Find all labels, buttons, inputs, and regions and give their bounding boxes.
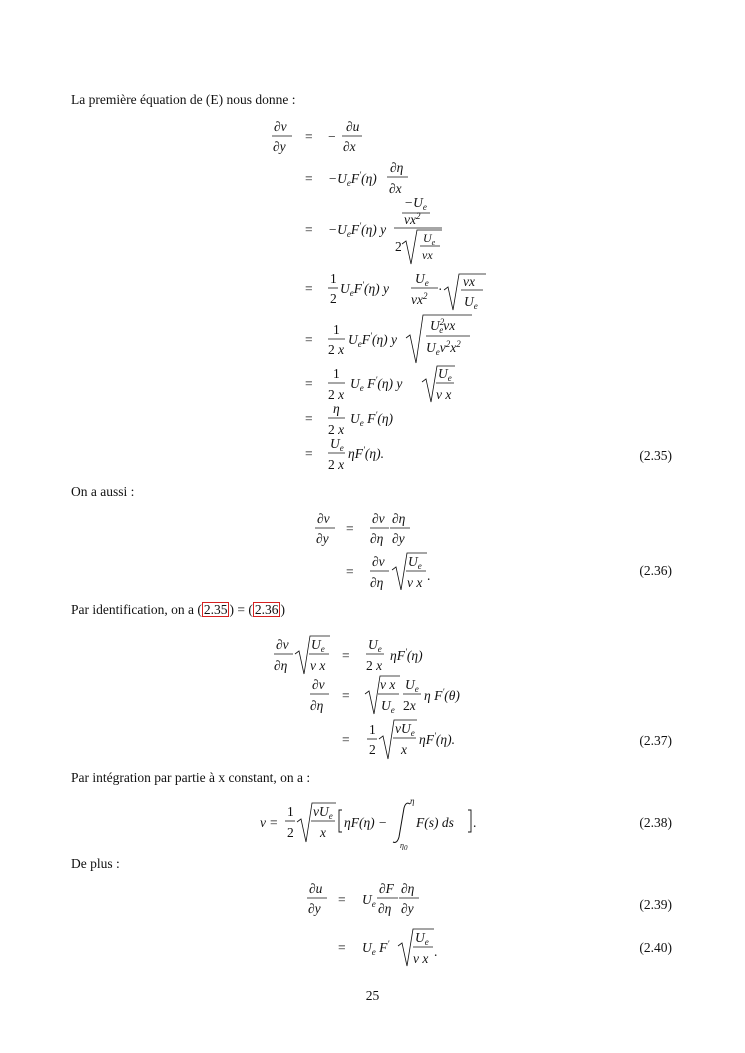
svg-text:ηF(η) −: ηF(η) − — [344, 815, 388, 830]
svg-text:F(s) ds: F(s) ds — [416, 815, 454, 830]
equation-link-2-36[interactable]: 2.36 — [254, 602, 279, 617]
svg-text:2 x: 2 x — [328, 387, 345, 402]
svg-text:Ue: $U_e$ — [381, 698, 395, 715]
equation-block-2-39-2-40 — [304, 880, 464, 970]
svg-text:=: = — [305, 376, 313, 391]
svg-text:∂v: ∂v — [276, 637, 289, 652]
svg-text:η0: η0 — [400, 841, 408, 850]
identification-middle: ) = ( — [229, 602, 253, 617]
svg-text:Ue: $U_e$ — [330, 436, 344, 453]
svg-text:·: · — [438, 282, 443, 297]
equation-number-2-38: (2.38) — [639, 815, 672, 830]
svg-text:Ueν2x2: $U_e\nu^2x^2$ — [426, 339, 461, 357]
svg-text:Ue: $U_e$ — [408, 554, 422, 571]
svg-text:∂η: ∂η — [378, 901, 392, 916]
svg-text:U2eνx: $U^2$ eνx — [430, 317, 456, 335]
svg-text:∂v: ∂v — [372, 554, 385, 569]
svg-text:.: . — [434, 944, 438, 959]
svg-text:−UeF′(η) y: $-U_eF'(\eta)$ y — [328, 221, 387, 239]
svg-text:νUe: $\nu U_e$ — [395, 721, 415, 738]
svg-text:2: 2 — [395, 239, 402, 254]
svg-text:=: = — [270, 815, 278, 830]
svg-text:−: − — [328, 129, 336, 144]
svg-text:Ue: $U_e$ — [362, 892, 376, 909]
svg-text:=: = — [305, 222, 313, 237]
svg-text:Ue: $U_e$ — [368, 637, 382, 654]
equation-number-2-36: (2.36) — [639, 563, 672, 578]
equation-link-2-35[interactable]: 2.35 — [203, 602, 228, 617]
svg-text:UeF′(η) y: $U_eF'(\eta)$ y — [340, 280, 390, 298]
equation-block-2-35 — [260, 118, 520, 473]
svg-text:ν x: ν x — [413, 951, 429, 966]
svg-text:∂η: ∂η — [390, 160, 404, 175]
svg-text:νx: νx — [422, 248, 433, 262]
svg-text:∂η: ∂η — [274, 658, 288, 673]
svg-text:2: 2 — [330, 291, 337, 306]
svg-text:2 x: 2 x — [328, 422, 345, 437]
svg-text:1: 1 — [333, 366, 340, 381]
svg-text:∂y: ∂y — [392, 531, 405, 546]
svg-text:=: = — [305, 171, 313, 186]
svg-text:νx: νx — [463, 274, 475, 289]
svg-text:η: η — [410, 796, 415, 806]
svg-text:∂y: ∂y — [401, 901, 414, 916]
svg-text:∂u: ∂u — [309, 881, 323, 896]
svg-text:−UeF′(η): $-U_eF'(\eta)$ — [328, 170, 377, 188]
svg-text:∂y: ∂y — [273, 139, 286, 154]
svg-text:ηF′(η).: ηF′(η). — [348, 445, 384, 461]
svg-text:∂η: ∂η — [310, 698, 324, 713]
identification-paragraph — [71, 602, 285, 618]
equation-number-2-40: (2.40) — [639, 940, 672, 955]
svg-text:∂η: ∂η — [370, 575, 384, 590]
svg-text:=: = — [342, 732, 350, 747]
svg-text:x: x — [320, 825, 326, 840]
svg-text:1: 1 — [369, 722, 376, 737]
svg-text:∂v: ∂v — [317, 511, 330, 526]
svg-text:2: 2 — [369, 742, 376, 757]
svg-text:2 x: 2 x — [328, 457, 345, 472]
svg-text:∂η: ∂η — [370, 531, 384, 546]
svg-text:∂y: ∂y — [308, 901, 321, 916]
svg-text:∂x: ∂x — [389, 181, 402, 196]
svg-text:Ue: $U_e$ — [405, 677, 419, 694]
svg-text:Ue: $U_e$ — [438, 366, 452, 383]
svg-text:1: 1 — [287, 804, 294, 819]
svg-text:∂x: ∂x — [343, 139, 356, 154]
equation-number-2-37: (2.37) — [639, 733, 672, 748]
svg-text:Ue F′: $U_e$ F′ — [362, 939, 390, 957]
integration-paragraph: Par intégration par partie à x constant, on a : — [71, 770, 311, 785]
svg-text:∂v: ∂v — [312, 677, 325, 692]
equation-number-2-35: (2.35) — [639, 448, 672, 463]
svg-text:=: = — [305, 411, 313, 426]
svg-text:Ue: $U_e$ — [311, 637, 325, 654]
identification-suffix: ) — [280, 602, 285, 617]
svg-text:ν x: ν x — [310, 658, 326, 673]
svg-text:Ue: $U_e$ — [415, 930, 429, 947]
svg-text:∂u: ∂u — [346, 119, 360, 134]
svg-text:∂η: ∂η — [392, 511, 406, 526]
svg-text:∂y: ∂y — [316, 531, 329, 546]
svg-text:=: = — [346, 521, 354, 536]
svg-text:ηF′(η): ηF′(η) — [390, 647, 423, 663]
svg-text:=: = — [342, 688, 350, 703]
svg-text:∂F: ∂F — [379, 881, 394, 896]
svg-text:=: = — [342, 648, 350, 663]
svg-text:UeF′(η) y: $U_eF'(\eta)$ y — [348, 331, 398, 349]
svg-text:−Ue: $-U_e$ — [404, 195, 427, 212]
svg-text:νUe: $\nu U_e$ — [313, 804, 333, 821]
svg-text:=: = — [305, 129, 313, 144]
svg-text:v: v — [260, 815, 266, 830]
identification-prefix: Par identification, on a ( — [71, 602, 202, 617]
svg-text:η F′(θ): η F′(θ) — [424, 687, 460, 703]
svg-text:∂v: ∂v — [372, 511, 385, 526]
svg-text:ν x: ν x — [407, 575, 423, 590]
also-paragraph: On a aussi : — [71, 484, 135, 499]
svg-text:∂η: ∂η — [401, 881, 415, 896]
svg-text:Ue: $U_e$ — [415, 271, 429, 288]
equation-number-2-39: (2.39) — [639, 897, 672, 912]
svg-text:ηF′(η).: ηF′(η). — [419, 731, 455, 747]
svg-text:=: = — [338, 892, 346, 907]
svg-text:νx2: $\nu x^2$ — [404, 211, 421, 227]
svg-text:=: = — [305, 281, 313, 296]
svg-text:=: = — [346, 564, 354, 579]
svg-text:Ue F′(η): $U_e$ F′(η) — [350, 410, 394, 428]
page-number: 25 — [365, 988, 380, 1003]
intro-paragraph: La première équation de (E) nous donne : — [71, 92, 296, 107]
svg-text:=: = — [305, 446, 313, 461]
svg-text:2 x: 2 x — [366, 658, 383, 673]
svg-text:=: = — [305, 332, 313, 347]
svg-text:x: x — [401, 742, 407, 757]
svg-text:Ue: $U_e$ — [423, 231, 436, 247]
svg-text:=: = — [338, 940, 346, 955]
svg-text:ν x: ν x — [380, 677, 396, 692]
moreover-paragraph: De plus : — [71, 856, 120, 871]
svg-text:2: 2 — [287, 825, 294, 840]
svg-text:η: η — [333, 401, 340, 416]
svg-text:.: . — [473, 815, 477, 830]
equation-block-2-38 — [258, 792, 508, 850]
svg-text:.: . — [427, 568, 431, 583]
svg-text:1: 1 — [330, 271, 337, 286]
svg-text:νx2: $\nu x^2$ — [411, 291, 428, 307]
svg-text:Ue F′(η) y: $U_e$ F′(η) y — [350, 375, 403, 393]
svg-text:Ue: $U_e$ — [464, 294, 478, 311]
svg-text:ν x: ν x — [436, 387, 452, 402]
svg-text:∂v: ∂v — [274, 119, 287, 134]
svg-text:2x: 2x — [403, 698, 416, 713]
svg-text:2 x: 2 x — [328, 342, 345, 357]
equation-block-2-36 — [312, 510, 472, 590]
equation-block-2-37 — [272, 632, 492, 762]
svg-text:1: 1 — [333, 322, 340, 337]
